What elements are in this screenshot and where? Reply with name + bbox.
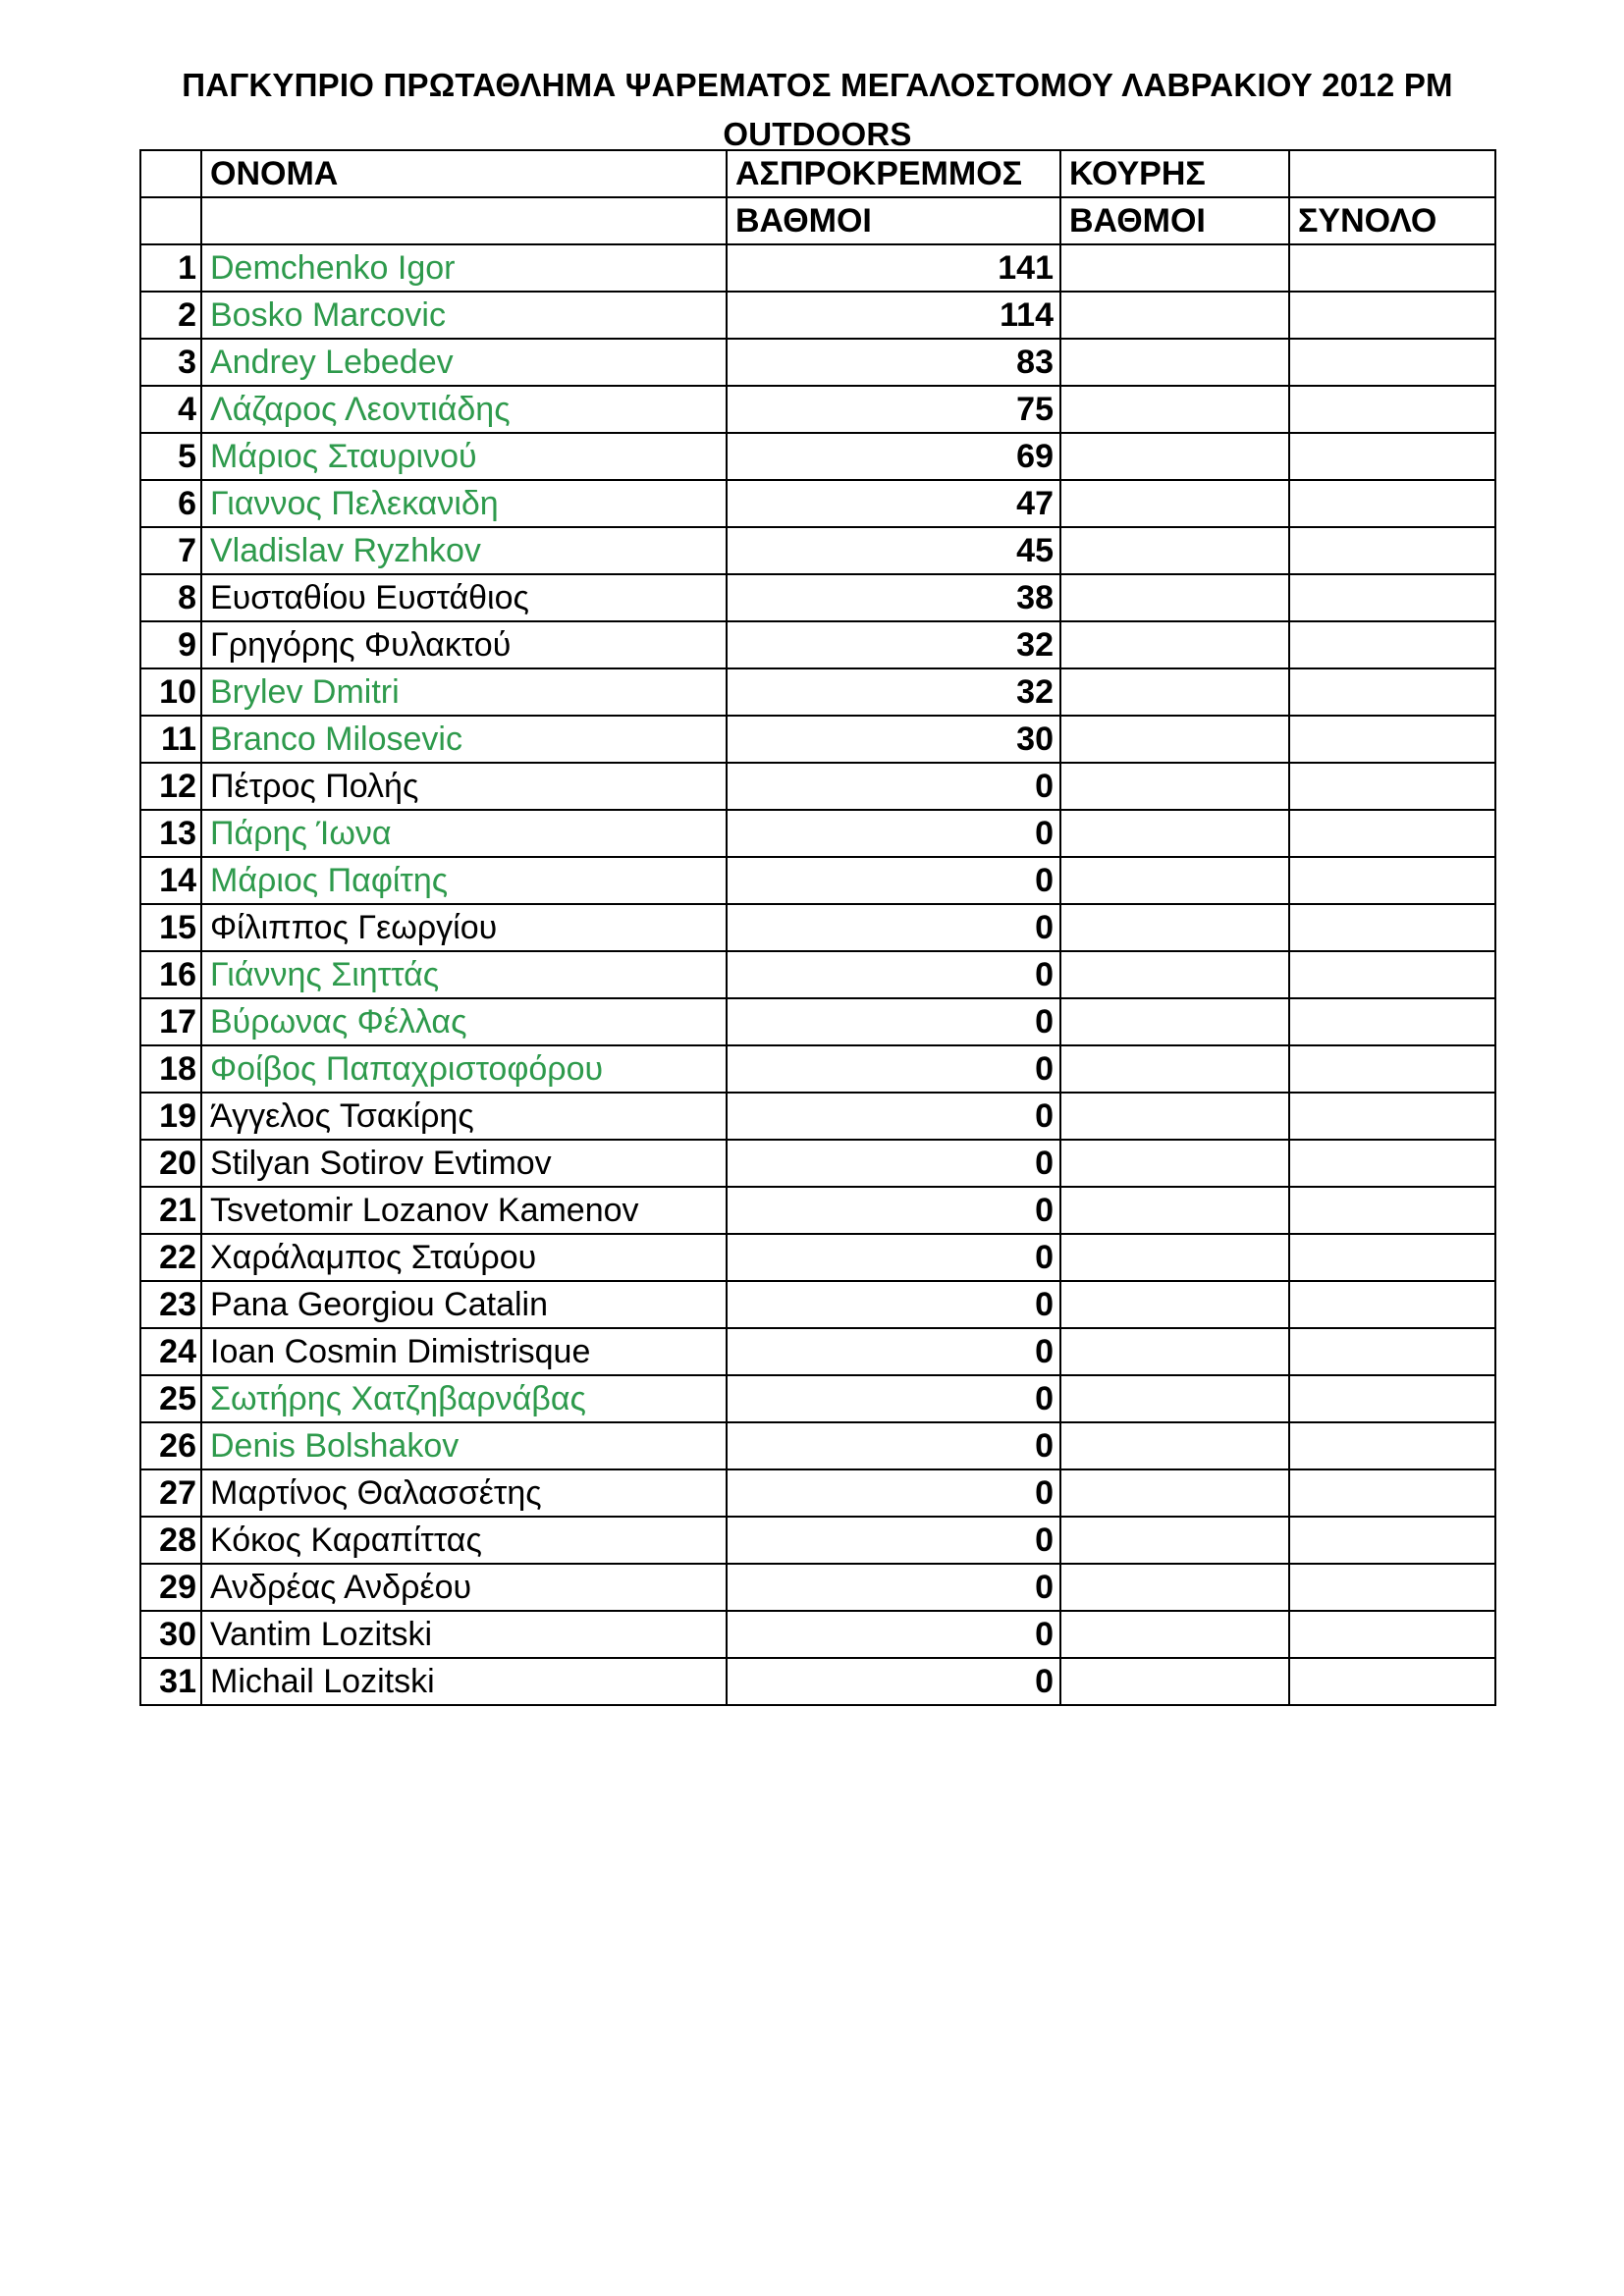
page-title-line2: OUTDOORS — [723, 116, 912, 152]
subheader-name — [201, 197, 727, 244]
rank-cell: 11 — [140, 716, 201, 763]
total-cell — [1289, 857, 1495, 904]
kouris-score-cell — [1060, 339, 1289, 386]
results-table — [139, 149, 1496, 1706]
table-row — [140, 1234, 1495, 1281]
kouris-score-cell — [1060, 574, 1289, 621]
total-cell — [1289, 433, 1495, 480]
total-cell — [1289, 668, 1495, 716]
table-row — [140, 621, 1495, 668]
asprokremmos-score-cell: 69 — [727, 433, 1060, 480]
total-cell — [1289, 1422, 1495, 1469]
table-row — [140, 1375, 1495, 1422]
rank-cell: 30 — [140, 1611, 201, 1658]
table-row — [140, 339, 1495, 386]
asprokremmos-score-cell: 0 — [727, 1658, 1060, 1705]
asprokremmos-score-cell: 0 — [727, 1093, 1060, 1140]
name-cell: Brylev Dmitri — [201, 668, 727, 716]
rank-cell: 22 — [140, 1234, 201, 1281]
total-cell — [1289, 810, 1495, 857]
name-cell: Ioan Cosmin Dimistrisque — [201, 1328, 727, 1375]
total-cell — [1289, 574, 1495, 621]
asprokremmos-score-cell: 0 — [727, 1045, 1060, 1093]
kouris-score-cell — [1060, 433, 1289, 480]
name-cell: Branco Milosevic — [201, 716, 727, 763]
kouris-score-cell — [1060, 621, 1289, 668]
name-cell: Κόκος Καραπίττας — [201, 1517, 727, 1564]
table-row — [140, 386, 1495, 433]
kouris-score-cell — [1060, 1093, 1289, 1140]
total-cell — [1289, 1517, 1495, 1564]
name-cell: Μάριος Σταυρινού — [201, 433, 727, 480]
table-row — [140, 1281, 1495, 1328]
kouris-score-cell — [1060, 1469, 1289, 1517]
rank-cell: 21 — [140, 1187, 201, 1234]
table-row — [140, 574, 1495, 621]
asprokremmos-score-cell: 0 — [727, 1140, 1060, 1187]
name-cell: Πάρης Ίωνα — [201, 810, 727, 857]
total-cell — [1289, 716, 1495, 763]
total-cell — [1289, 1093, 1495, 1140]
header-name: ΟΝΟΜΑ — [201, 150, 727, 197]
rank-cell: 18 — [140, 1045, 201, 1093]
kouris-score-cell — [1060, 716, 1289, 763]
table-row — [140, 716, 1495, 763]
kouris-score-cell — [1060, 998, 1289, 1045]
rank-cell: 3 — [140, 339, 201, 386]
header-kouris: ΚΟΥΡΗΣ — [1060, 150, 1289, 197]
asprokremmos-score-cell: 83 — [727, 339, 1060, 386]
kouris-score-cell — [1060, 1140, 1289, 1187]
table-row — [140, 1045, 1495, 1093]
asprokremmos-score-cell: 0 — [727, 763, 1060, 810]
name-cell: Άγγελος Τσακίρης — [201, 1093, 727, 1140]
name-cell: Vantim Lozitski — [201, 1611, 727, 1658]
name-cell: Χαράλαμπος Σταύρου — [201, 1234, 727, 1281]
rank-cell: 4 — [140, 386, 201, 433]
total-cell — [1289, 621, 1495, 668]
table-row — [140, 951, 1495, 998]
table-row — [140, 292, 1495, 339]
name-cell: Λάζαρος Λεοντιάδης — [201, 386, 727, 433]
kouris-score-cell — [1060, 810, 1289, 857]
kouris-score-cell — [1060, 1517, 1289, 1564]
name-cell: Tsvetomir Lozanov Kamenov — [201, 1187, 727, 1234]
total-cell — [1289, 292, 1495, 339]
total-cell — [1289, 1187, 1495, 1234]
kouris-score-cell — [1060, 292, 1289, 339]
kouris-score-cell — [1060, 1611, 1289, 1658]
rank-cell: 12 — [140, 763, 201, 810]
name-cell: Γιάννης Σιηττάς — [201, 951, 727, 998]
total-cell — [1289, 1611, 1495, 1658]
subheader-total: ΣΥΝΟΛΟ — [1289, 197, 1495, 244]
total-cell — [1289, 1658, 1495, 1705]
asprokremmos-score-cell: 0 — [727, 904, 1060, 951]
total-cell — [1289, 951, 1495, 998]
asprokremmos-score-cell: 45 — [727, 527, 1060, 574]
rank-cell: 23 — [140, 1281, 201, 1328]
asprokremmos-score-cell: 75 — [727, 386, 1060, 433]
name-cell: Γιαννος Πελεκανιδη — [201, 480, 727, 527]
table-row — [140, 1140, 1495, 1187]
asprokremmos-score-cell: 47 — [727, 480, 1060, 527]
name-cell: Γρηγόρης Φυλακτού — [201, 621, 727, 668]
total-cell — [1289, 763, 1495, 810]
total-cell — [1289, 339, 1495, 386]
rank-cell: 1 — [140, 244, 201, 292]
kouris-score-cell — [1060, 1658, 1289, 1705]
table-row — [140, 998, 1495, 1045]
header-asprokremmos: ΑΣΠΡΟΚΡΕΜΜΟΣ — [727, 150, 1060, 197]
total-cell — [1289, 244, 1495, 292]
asprokremmos-score-cell: 0 — [727, 810, 1060, 857]
rank-cell: 13 — [140, 810, 201, 857]
name-cell: Ανδρέας Ανδρέου — [201, 1564, 727, 1611]
total-cell — [1289, 1469, 1495, 1517]
table-row — [140, 433, 1495, 480]
table-row — [140, 244, 1495, 292]
table-row — [140, 480, 1495, 527]
page-title-line1: ΠΑΓΚΥΠΡΙΟ ΠΡΩΤΑΘΛΗΜΑ ΨΑΡΕΜΑΤΟΣ ΜΕΓΑΛΟΣΤΟΜΟΥ ΛΑΒΡΑΚΙΟΥ 2012 PM — [182, 67, 1453, 103]
asprokremmos-score-cell: 141 — [727, 244, 1060, 292]
kouris-score-cell — [1060, 1281, 1289, 1328]
rank-cell: 27 — [140, 1469, 201, 1517]
rank-cell: 20 — [140, 1140, 201, 1187]
name-cell: Βύρωνας Φέλλας — [201, 998, 727, 1045]
table-row — [140, 527, 1495, 574]
rank-cell: 6 — [140, 480, 201, 527]
rank-cell: 5 — [140, 433, 201, 480]
total-cell — [1289, 527, 1495, 574]
table-row — [140, 763, 1495, 810]
table-row — [140, 668, 1495, 716]
asprokremmos-score-cell: 0 — [727, 998, 1060, 1045]
kouris-score-cell — [1060, 1187, 1289, 1234]
asprokremmos-score-cell: 0 — [727, 1328, 1060, 1375]
asprokremmos-score-cell: 0 — [727, 1517, 1060, 1564]
total-cell — [1289, 1281, 1495, 1328]
rank-cell: 2 — [140, 292, 201, 339]
rank-cell: 19 — [140, 1093, 201, 1140]
total-cell — [1289, 1045, 1495, 1093]
table-row — [140, 1611, 1495, 1658]
name-cell: Demchenko Igor — [201, 244, 727, 292]
kouris-score-cell — [1060, 1422, 1289, 1469]
asprokremmos-score-cell: 38 — [727, 574, 1060, 621]
rank-cell: 9 — [140, 621, 201, 668]
asprokremmos-score-cell: 32 — [727, 668, 1060, 716]
name-cell: Πέτρος Πολής — [201, 763, 727, 810]
table-row — [140, 1517, 1495, 1564]
total-cell — [1289, 1140, 1495, 1187]
kouris-score-cell — [1060, 386, 1289, 433]
name-cell: Denis Bolshakov — [201, 1422, 727, 1469]
total-cell — [1289, 480, 1495, 527]
rank-cell: 14 — [140, 857, 201, 904]
total-cell — [1289, 386, 1495, 433]
name-cell: Pana Georgiou Catalin — [201, 1281, 727, 1328]
header-row-2 — [140, 197, 1495, 244]
table-row — [140, 857, 1495, 904]
name-cell: Michail Lozitski — [201, 1658, 727, 1705]
asprokremmos-score-cell: 30 — [727, 716, 1060, 763]
table-row — [140, 904, 1495, 951]
total-cell — [1289, 904, 1495, 951]
table-row — [140, 1469, 1495, 1517]
rank-cell: 10 — [140, 668, 201, 716]
rank-cell: 16 — [140, 951, 201, 998]
total-cell — [1289, 1328, 1495, 1375]
subheader-asprokremmos-points: ΒΑΘΜΟΙ — [727, 197, 1060, 244]
kouris-score-cell — [1060, 763, 1289, 810]
asprokremmos-score-cell: 0 — [727, 857, 1060, 904]
table-row — [140, 1328, 1495, 1375]
name-cell: Bosko Marcovic — [201, 292, 727, 339]
total-cell — [1289, 1234, 1495, 1281]
rank-cell: 28 — [140, 1517, 201, 1564]
name-cell: Μαρτίνος Θαλασσέτης — [201, 1469, 727, 1517]
name-cell: Ευσταθίου Ευστάθιος — [201, 574, 727, 621]
kouris-score-cell — [1060, 904, 1289, 951]
kouris-score-cell — [1060, 857, 1289, 904]
name-cell: Vladislav Ryzhkov — [201, 527, 727, 574]
kouris-score-cell — [1060, 244, 1289, 292]
asprokremmos-score-cell: 0 — [727, 1611, 1060, 1658]
table-row — [140, 1564, 1495, 1611]
rank-cell: 26 — [140, 1422, 201, 1469]
kouris-score-cell — [1060, 1564, 1289, 1611]
asprokremmos-score-cell: 0 — [727, 1564, 1060, 1611]
asprokremmos-score-cell: 0 — [727, 1469, 1060, 1517]
name-cell: Φίλιππος Γεωργίου — [201, 904, 727, 951]
subheader-rank — [140, 197, 201, 244]
rank-cell: 17 — [140, 998, 201, 1045]
rank-cell: 8 — [140, 574, 201, 621]
kouris-score-cell — [1060, 1328, 1289, 1375]
rank-cell: 15 — [140, 904, 201, 951]
kouris-score-cell — [1060, 951, 1289, 998]
asprokremmos-score-cell: 32 — [727, 621, 1060, 668]
total-cell — [1289, 1564, 1495, 1611]
rank-cell: 31 — [140, 1658, 201, 1705]
table-row — [140, 1187, 1495, 1234]
asprokremmos-score-cell: 0 — [727, 1234, 1060, 1281]
kouris-score-cell — [1060, 1375, 1289, 1422]
kouris-score-cell — [1060, 1045, 1289, 1093]
page-title — [137, 61, 1497, 159]
name-cell: Andrey Lebedev — [201, 339, 727, 386]
table-row — [140, 810, 1495, 857]
table-row — [140, 1422, 1495, 1469]
asprokremmos-score-cell: 114 — [727, 292, 1060, 339]
table-row — [140, 1658, 1495, 1705]
subheader-kouris-points: ΒΑΘΜΟΙ — [1060, 197, 1289, 244]
asprokremmos-score-cell: 0 — [727, 1422, 1060, 1469]
table-row — [140, 1093, 1495, 1140]
asprokremmos-score-cell: 0 — [727, 1375, 1060, 1422]
rank-cell: 24 — [140, 1328, 201, 1375]
name-cell: Stilyan Sotirov Evtimov — [201, 1140, 727, 1187]
kouris-score-cell — [1060, 668, 1289, 716]
name-cell: Μάριος Παφίτης — [201, 857, 727, 904]
name-cell: Σωτήρης Χατζηβαρνάβας — [201, 1375, 727, 1422]
total-cell — [1289, 998, 1495, 1045]
total-cell — [1289, 1375, 1495, 1422]
kouris-score-cell — [1060, 480, 1289, 527]
rank-cell: 25 — [140, 1375, 201, 1422]
results-table-body — [140, 150, 1495, 1705]
asprokremmos-score-cell: 0 — [727, 951, 1060, 998]
asprokremmos-score-cell: 0 — [727, 1281, 1060, 1328]
kouris-score-cell — [1060, 1234, 1289, 1281]
header-rank — [140, 150, 201, 197]
header-row-1 — [140, 150, 1495, 197]
rank-cell: 7 — [140, 527, 201, 574]
kouris-score-cell — [1060, 527, 1289, 574]
rank-cell: 29 — [140, 1564, 201, 1611]
asprokremmos-score-cell: 0 — [727, 1187, 1060, 1234]
name-cell: Φοίβος Παπαχριστοφόρου — [201, 1045, 727, 1093]
header-total-top — [1289, 150, 1495, 197]
